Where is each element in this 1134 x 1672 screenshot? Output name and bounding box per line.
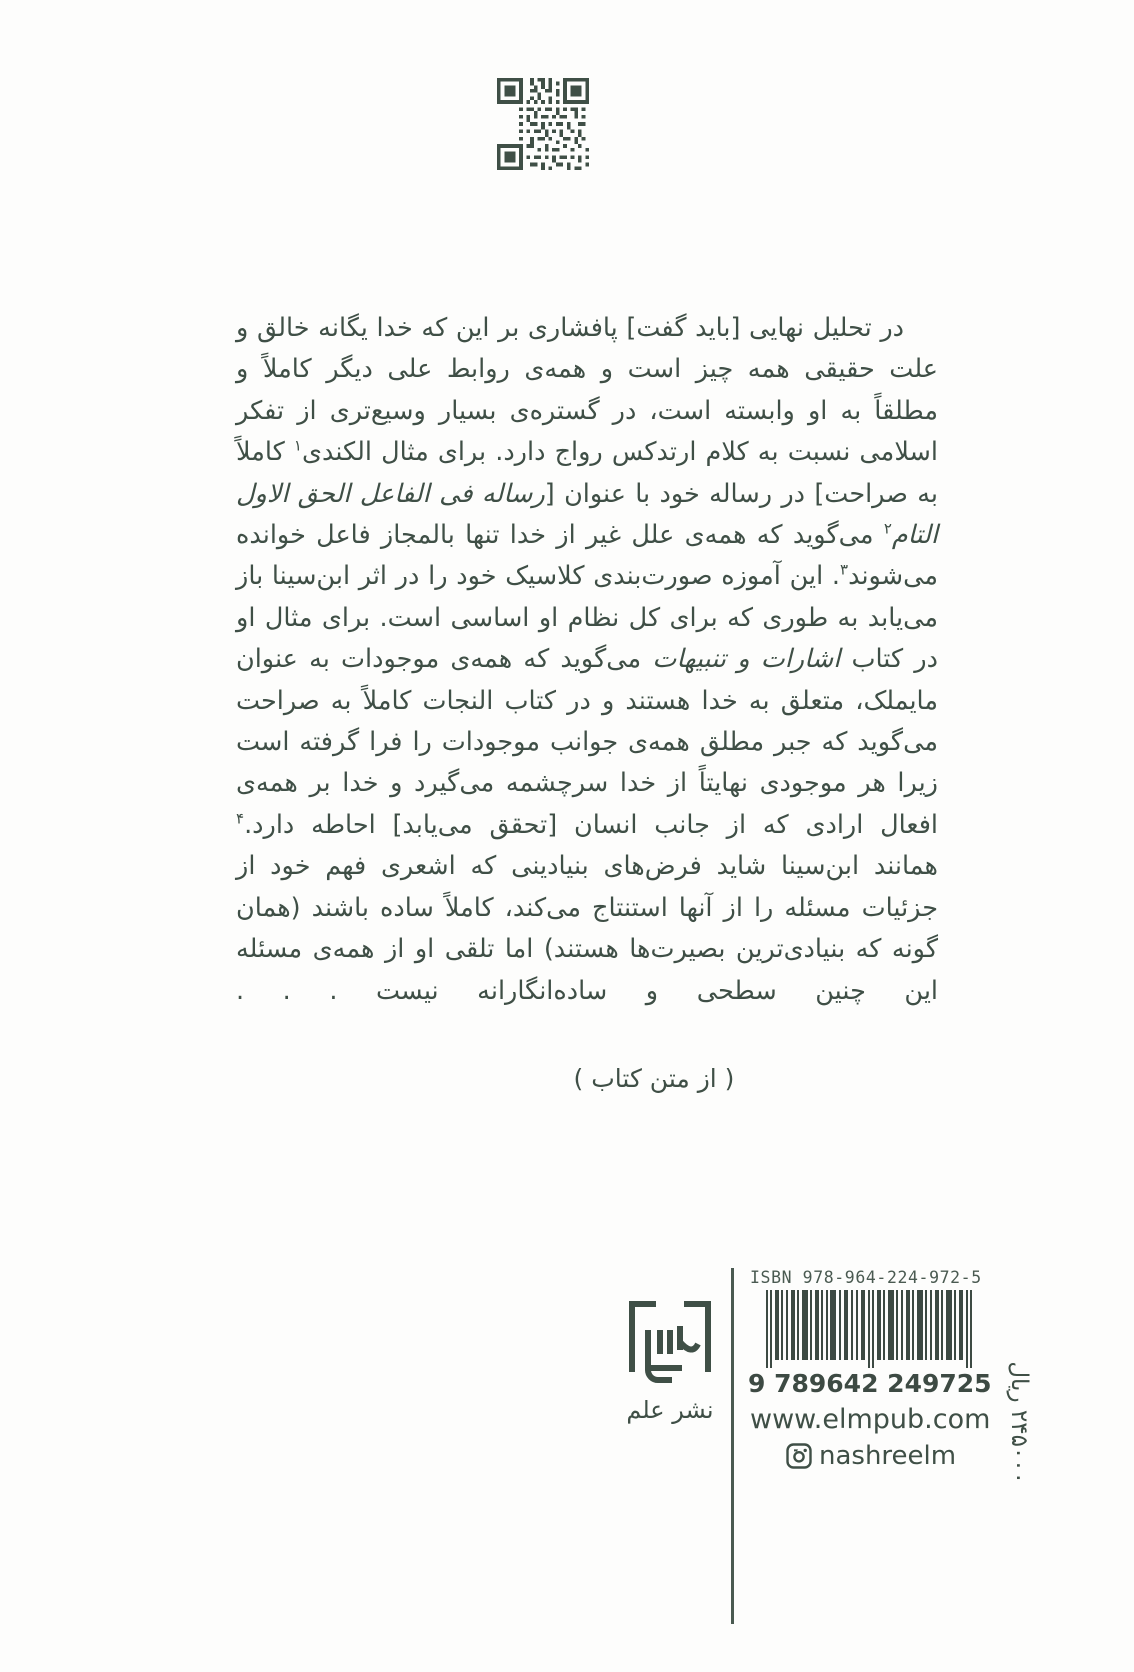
footnote-marker-2: ۲ bbox=[883, 519, 892, 538]
publisher-block bbox=[624, 1286, 716, 1424]
publisher-logo-icon bbox=[626, 1286, 714, 1390]
footnote-marker-1: ۱ bbox=[293, 436, 302, 455]
blurb-source-note: ( از متن کتاب ) bbox=[573, 1064, 735, 1093]
barcode-digits: 9 789642 249725 bbox=[748, 1369, 992, 1398]
book-title-risalah: رساله فی الفاعل الحق الاول التام bbox=[236, 478, 938, 551]
price-label: ۲۴۵۰۰۰ ریال bbox=[1006, 1361, 1032, 1484]
footnote-marker-4: ۴ bbox=[236, 809, 245, 828]
instagram-line[interactable] bbox=[786, 1441, 976, 1471]
blurb-para1-seg3: می‌گوید که همه‌ی علل غیر از خدا تنها بالمجاز فاعل خوانده می‌شوند bbox=[236, 520, 938, 592]
instagram-icon bbox=[786, 1443, 812, 1469]
book-title-isharat: اشارات و تنبیهات bbox=[652, 644, 841, 675]
blurb-para1-seg4: . این آموزه صورت‌بندی کلاسیک خود را در اثر ابن‌سینا باز می‌یابد به طوری که برای کل نظام او اساسی است. برای مثال او در کتاب bbox=[236, 561, 938, 675]
footnote-marker-3: ۳ bbox=[840, 560, 849, 579]
blurb-paragraph-2: همانند ابن‌سینا شاید فرض‌های بنیادینی که اشعری فهم خود از جزئیات مسئله را از آنها استنتاج می‌کند، کاملاً ساده باشند (همان گونه که بنیادی‌ترین بصیرت‌ها هستند) اما تلقی او از همه‌ی مسئله این چنین سطحی و ساده‌انگارانه نیست . . . bbox=[236, 851, 938, 1006]
blurb-para1-seg2: کاملاً به صراحت] در رساله خود با عنوان [ bbox=[236, 437, 939, 509]
publisher-website[interactable]: www.elmpub.com bbox=[750, 1404, 991, 1435]
blurb-paragraph-1 bbox=[236, 308, 938, 846]
cover-footer bbox=[0, 1268, 1134, 1672]
ean13-barcode bbox=[764, 1290, 978, 1368]
isbn-barcode-block bbox=[748, 1268, 992, 1471]
footer-divider bbox=[731, 1268, 734, 1624]
instagram-handle: nashreelm bbox=[819, 1441, 957, 1471]
blurb-para1-seg5: می‌گوید که همه‌ی موجودات به عنوان مایملک، متعلق به خدا هستند و در کتاب النجات کاملاً به صراحت می‌گوید که جبر مطلق همه‌ی جوانب موجودات را فرا گرفته است زیرا هر موجودی نهایتاً از خدا سرچشمه می‌گیرد و خدا بر همه‌ی افعال ارادی که از جانب انسان [تحقق می‌یابد] احاطه دارد. bbox=[236, 644, 938, 840]
qr-code[interactable] bbox=[497, 78, 589, 170]
isbn-text: ISBN 978-964-224-972-5 bbox=[750, 1268, 982, 1287]
back-cover-blurb bbox=[236, 308, 938, 1012]
publisher-name: نشر علم bbox=[626, 1396, 714, 1424]
blurb-para1-seg1: در تحلیل نهایی [باید گفت] پافشاری بر این که خدا یگانه خالق و علت حقیقی همه چیز است و همه‌ی روابط علی دیگر کاملاً و مطلقاً به او وابسته است، در گستره‌ی بسیار وسیع‌تری از تفکر اسلامی نسبت به کلام ارتدکس رواج دارد. برای مثال الکندی bbox=[236, 313, 939, 468]
